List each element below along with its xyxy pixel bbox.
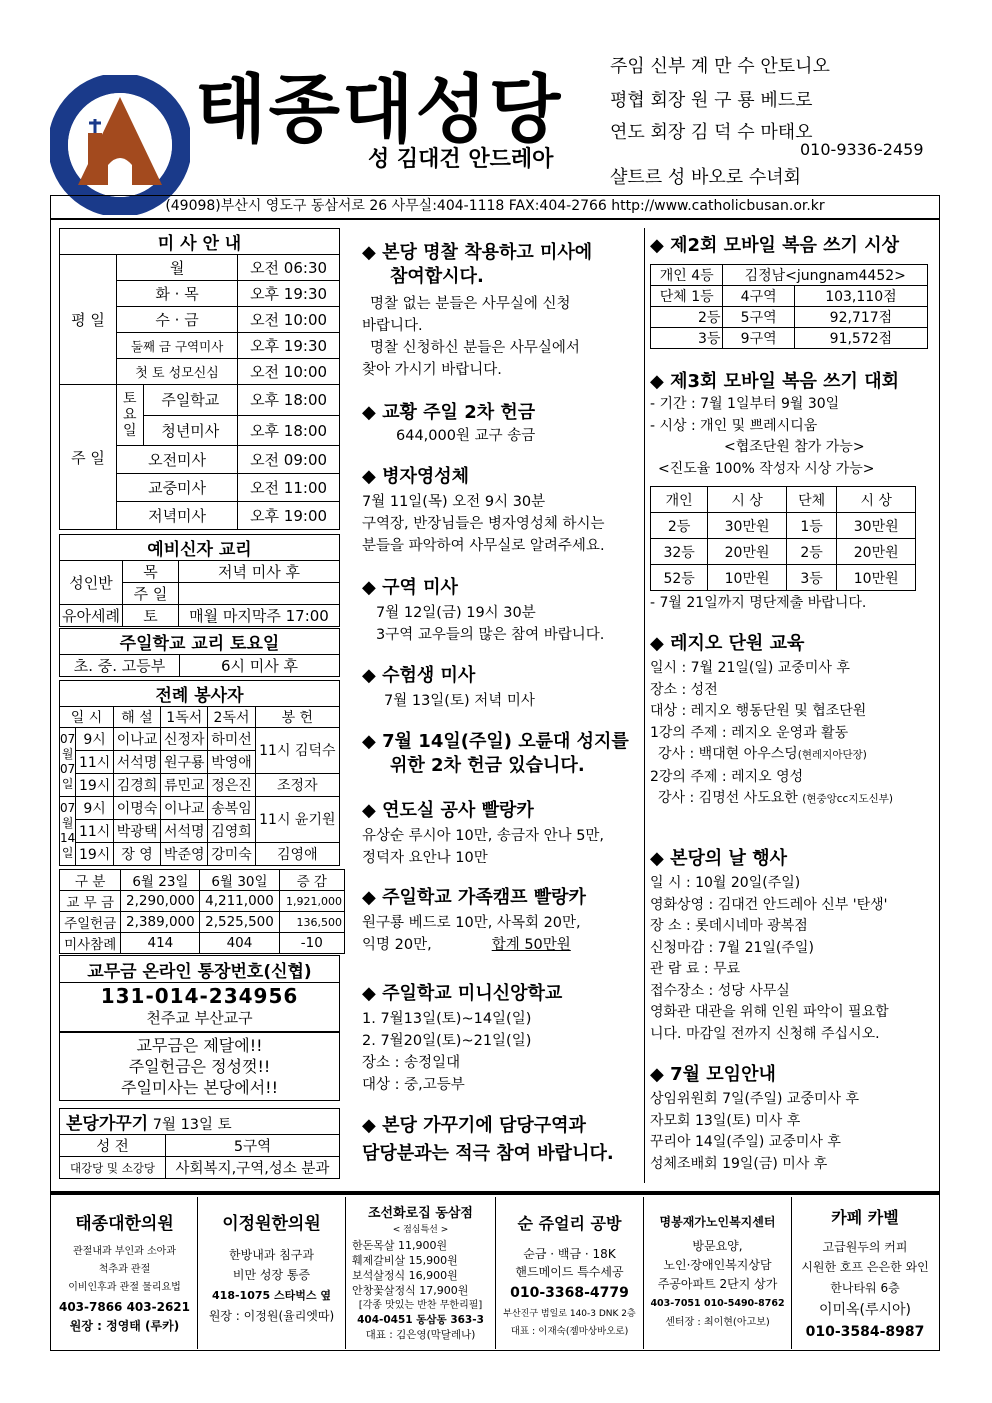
catechumen-table: 예비신자 교리 성인반 목 저녁 미사 후 주 일 유아세례 토 매월 마지막주 17:00 [59,534,340,627]
notice-decor-participation: ◆ 본당 가꾸기에 담당구역과 담당분과는 적극 참여 바랍니다. [362,1115,614,1164]
sisters-line: 샬트르 성 바오로 수녀회 [610,167,802,188]
camp-total: 합계 50만원 [491,937,571,953]
decor-table: 본당가꾸기 7월 13일 토 성 전 5구역 대강당 및 소강당 사회복지,구역,성소 분과 [59,1108,340,1179]
account-box: 교무금 온라인 통장번호(신협) 131-014-234956 천주교 부산교구 [59,955,340,1032]
phone-number: 010-9336-2459 [800,140,924,159]
notice-sick-communion: ◆ 병자영성체 7월 11일(목) 오전 9시 30분 구역장, 반장님들은 병자영성체 하시는 분들을 파악하여 사무실로 알려주세요. [362,466,605,554]
ad-taejongdae-clinic: 태종대한의원 관절내과 부인과 소아과 척추과 관절 이비인후과 관절 물리요법 403-7866 403-2621 원장 : 정영태 (루카) [52,1197,198,1349]
ad-cafe-kabel: 카페 카벨 고급원두의 커피 시원한 호프 은은한 와인 한나타워 6층 이미옥(루시아) 010-3584-8987 [801,1208,929,1340]
pastor-line: 주임 신부 계 만 수 안토니오 [610,56,830,77]
finance-table: 구 분 6월 23일 6월 30일 증 감 교 무 금 2,290,000 4,211,000 1,921,000 주일헌금 2,389,000 2,525,500 136,500 미사참례 414 404 -10 [59,869,345,954]
gospel2-section: ◆ 제2회 모바일 복음 쓰기 시상 개인 4등 김정남<jungnam4452> 단체 1등 4구역 103,110점 2등 5구역 92,717점 3등 9구역 91,572점 [650,234,928,349]
yeondo-line: 연도 회장 김 덕 수 마태오 [610,122,813,143]
ad-leejeongwon-clinic: 이정원한의원 한방내과 침구과 비만 성장 통증 418-1075 스타벅스 옆 원장 : 이정원(율리엣따) [198,1197,346,1349]
council-line: 평협 회장 원 구 룡 베드로 [610,90,813,111]
middle-divider [644,228,645,1183]
slogan-box: 교무금은 제달에!! 주일헌금은 정성껏!! 주일미사는 본당에서!! [59,1032,340,1101]
sunday-school-table: 주일학교 교리 토요일 초. 중. 고등부 6시 미사 후 [59,628,340,677]
notice-family-camp: ◆ 주일학교 가족캠프 빨랑카 원구룡 베드로 10만, 사목회 20만, 익명 20만, 합계 50만원 [362,887,586,953]
mass-schedule-table: 미 사 안 내 평 일 월 오전 06:30 화 · 목 오후 19:30 수 · 금 오전 10:00 둘째 금 구역미사 오후 19:30 첫 토 성모신심 오전 10:00 주 일 토요일 주일학교 청년미사 오후 18:00 오후 18:00 오전미사 오전 09:00 교중미사 오전 11:00 저녁미사 오후 19:00 [59,228,340,530]
ad-joseon-hwaro: 조선화로집 동삼점 < 점심특선 > 한돈목살 11,900원 훼제갈비살 15,900원 보석살정식 16,900원 안창꽃살정식 17,900원 [각종 맛있는 반찬 무한리필] 404-0451 동삼동 363-3 대표 : 김은영(막달레나) [346,1197,496,1349]
gospel3-prize-table: 개인 시 상 단체 시 상 2등 30만원 1등 30만원 32등 20만원 2등 20만원 52등 10만원 3등 10만원 [650,486,916,591]
address-bar: (49098)부산시 영도구 동삼서로 26 사무실:404-1118 FAX:404-2766 http://www.catholicbusan.or.kr [50,195,940,219]
ad-soon-jewelry: 순 쥬얼리 공방 순금 · 백금 · 18K 핸드메이드 특수세공 010-3368-4779 부산진구 범일로 140-3 DNK 2층 대표 : 이재숙(젬마상바오로) [496,1197,644,1349]
servers-table: 전례 봉사자 일 시 해 설 1독서 2독서 봉 헌 07월07일 9시 이나교 신정자 하미선 11시 김덕수 11시 서석명 원구룡 박영애 19시 김경희 류민교 정은진 조정자 07월14일 9시 이명숙 이나교 송복임 11시 윤기원 11시 박광택 서석명 김영희 19시 장 영 박준영 강미숙 김영애 [59,680,340,866]
gospel2-table: 개인 4등 김정남<jungnam4452> 단체 1등 4구역 103,110점 2등 5구역 92,717점 3등 9구역 91,572점 [650,264,928,349]
gospel3-section: ◆ 제3회 모바일 복음 쓰기 대회 - 기간 : 7월 1일부터 9월 30일 - 시상 : 개인 및 쁘레시디움 <협조단원 참가 가능> <진도율 100% 작성자 시상 가능> 개인 시 상 단체 시 상 2등 30만원 1등 30만원 32등 20만원 2등 20만원 52등 10만원 3등 10만원 - 7월 21일까지 명단제출 바랍니다. [650,370,916,615]
patron-name: 성 김대건 안드레아 [368,147,554,172]
church-title: 태종대성당 [195,67,563,153]
notice-exam-mass: ◆ 수험생 미사 7월 13일(토) 저녁 미사 [362,665,535,709]
legio-section: ◆ 레지오 단원 교육 일시 : 7월 21일(일) 교중미사 후 장소 : 성전 대상 : 레지오 행동단원 및 협조단원 1강의 주제 : 레지오 운영과 활동 강사 : 백대현 아우스딩(현레지아단장) 2강의 주제 : 레지오 영성 강사 : 김명선 사도요한 (현중앙cc지도신부) [650,633,893,806]
notice-district-mass: ◆ 구역 미사 7월 12일(금) 19시 30분 3구역 교우들의 많은 참여 바랍니다. [362,577,605,643]
parish-day-section: ◆ 본당의 날 행사 일 시 : 10월 20일(주일) 영화상영 : 김대건 안드레아 신부 '탄생' 장 소 : 롯데시네마 광복점 신청마감 : 7월 21일(주일) 관 람 료 : 무료 접수장소 : 성당 사무실 영화관 대관을 위해 인원 파악이 필요합 니다. 마감일 전까지 신청해 주십시오. [650,848,889,1042]
ad-myeongbong-care: 명봉재가노인복지센터 방문요양, 노인·장애인복지상담 주공아파트 2단지 상가 403-7051 010-5490-8762 센터장 : 최이현(아고보) [644,1197,792,1349]
church-logo [50,75,190,215]
notice-pope-collection: ◆ 교황 주일 2차 헌금 644,000원 교구 송금 [362,402,536,444]
mass-title: 미 사 안 내 [60,229,340,255]
notice-nametag: ◆ 본당 명찰 착용하고 미사에 참여합시다. 명찰 없는 분들은 사무실에 신청 바랍니다. 명찰 신청하신 분들은 사무실에서 찾아 가시기 바랍니다. [362,242,593,378]
notice-yeondo-donation: ◆ 연도실 공사 빨랑카 유상순 루시아 10만, 송금자 안나 5만, 정덕자 요안나 10만 [362,800,605,866]
july-meetings-section: ◆ 7월 모임안내 상임위원회 7일(주일) 교중미사 후 자모회 13일(토) 미사 후 꾸리아 14일(주일) 교중미사 후 성체조배회 19일(금) 미사 후 [650,1064,859,1172]
notice-mini-school: ◆ 주일학교 미니신앙학교 1. 7월13일(토)~14일(일) 2. 7월20일(토)~21일(일) 장소 : 송정일대 대상 : 중,고등부 [362,983,563,1093]
notice-oryundae: ◆ 7월 14일(주일) 오륜대 성지를 위한 2차 헌금 있습니다. [362,731,629,776]
account-number: 131-014-234956 [100,984,299,1008]
